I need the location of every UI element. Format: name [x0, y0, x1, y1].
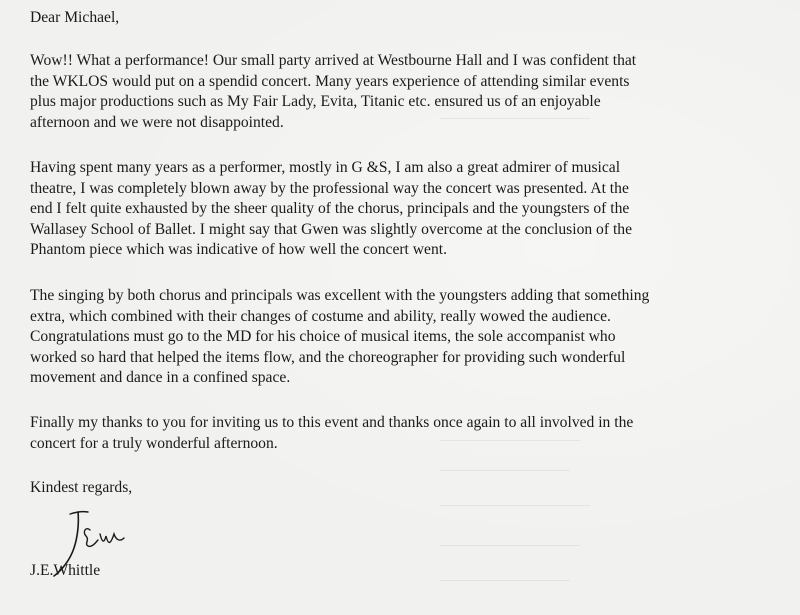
closing: Kindest regards, [30, 479, 133, 496]
text-line: worked so hard that helped the items flow, and the choreographer for providing such wonderful [30, 348, 626, 366]
scan-artifact-line [440, 580, 570, 581]
text-line: Congratulations must go to the MD for his choice of musical items, the sole accompanist who [30, 328, 616, 345]
text-line: extra, which combined with their changes of costume and ability, really wowed the audience. [30, 307, 611, 325]
text-line: Phantom piece which was indicative of how well the concert went. [30, 241, 448, 258]
text-line: end I felt quite exhausted by the sheer quality of the chorus, principals and the youngsters of the [30, 200, 630, 217]
text-line: the WKLOS would put on a spendid concert. Many years experience of attending similar events [30, 72, 630, 90]
paragraph-1 [30, 51, 790, 133]
text-line: Wow!! What a performance! Our small party arrived at Westbourne Hall and I was confident that [30, 52, 637, 69]
text-line: movement and dance in a confined space. [30, 369, 291, 386]
paragraph-3 [30, 286, 790, 389]
signer-name: J.E.Whittle [30, 562, 101, 579]
paragraph-4 [30, 413, 790, 454]
text-line: Having spent many years as a performer, mostly in G &S, I am also a great admirer of musical [30, 159, 621, 176]
salutation: Dear Michael, [30, 9, 120, 26]
scan-artifact-line [440, 470, 570, 471]
text-line: Wallasey School of Ballet. I might say that Gwen was slightly overcome at the conclusion of the [30, 220, 632, 238]
text-line: plus major productions such as My Fair Lady, Evita, Titanic etc. ensured us of an enjoyable [30, 93, 601, 110]
text-line: theatre, I was completely blown away by the professional way the concert was presented. At the [30, 179, 629, 197]
scan-artifact-line [440, 545, 580, 546]
text-line: afternoon and we were not disappointed. [30, 113, 284, 131]
paragraph-2 [30, 158, 790, 261]
text-line: The singing by both chorus and principals was excellent with the youngsters adding that something [30, 287, 650, 304]
text-line: concert for a truly wonderful afternoon. [30, 434, 278, 452]
scan-artifact-line [440, 505, 590, 506]
text-line: Finally my thanks to you for inviting us to this event and thanks once again to all involved in the [30, 414, 634, 431]
